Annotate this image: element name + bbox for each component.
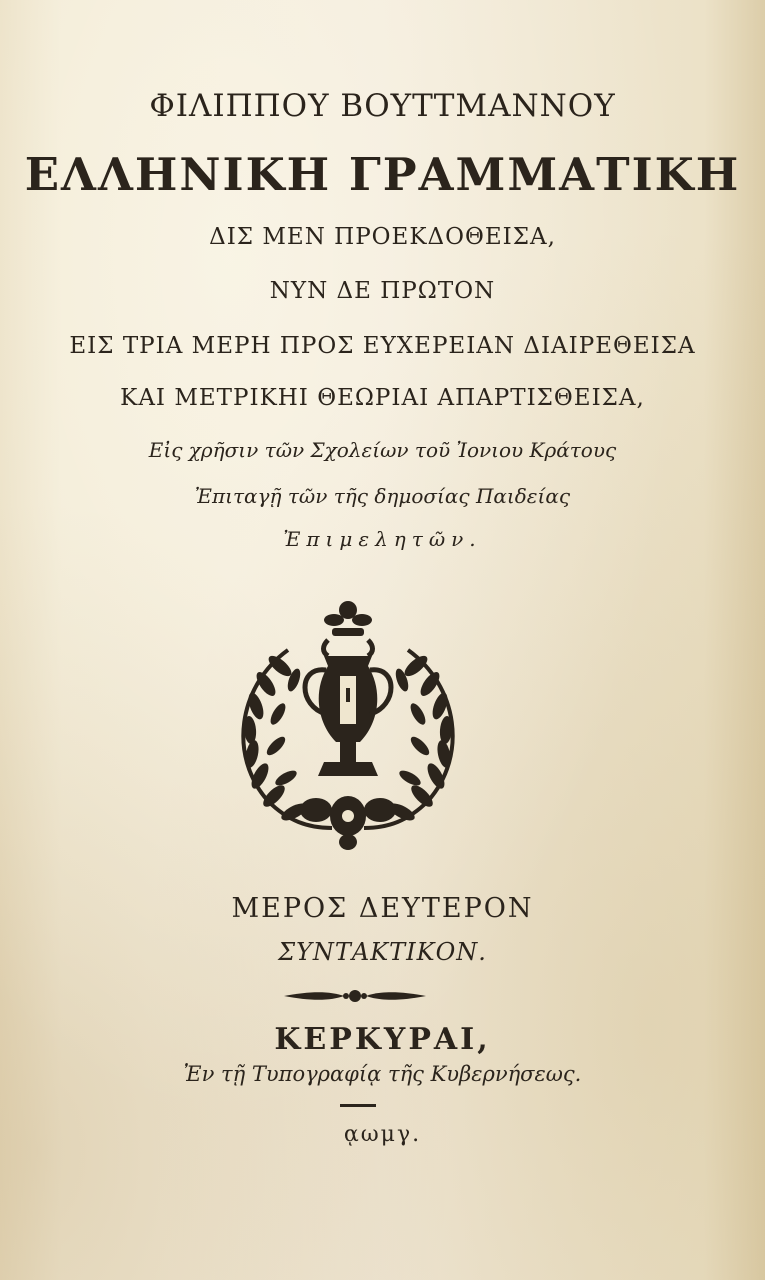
title-line-2: ΝΥΝ ΔΕ ΠΡΩΤΟΝ: [269, 278, 496, 304]
dedication-line-2: Ἐπιταγῇ τῶν τῆς δημοσίας Παιδείας: [194, 484, 571, 508]
author-name: ΦΙΛΙΠΠΟΥ ΒΟΥΤΤΜΑΝΝΟΥ: [149, 88, 616, 124]
book-title: ΕΛΛΗΝΙΚΗ ΓΡΑΜΜΑΤΙΚΗ: [24, 148, 741, 201]
imprint-place: ΚΕΡΚΥΡΑΙ,: [274, 1022, 491, 1057]
part-subtitle: ΣΥΝΤΑΚΤΙΚΟΝ.: [278, 938, 487, 966]
short-rule: [340, 1104, 376, 1107]
dedication-line-1: Εἰς χρῆσιν τῶν Σχολείων τοῦ Ἰονιου Κράτους: [148, 438, 617, 462]
ornamental-rule-icon: [280, 985, 430, 1007]
urn-laurel-wreath-icon: [228, 596, 468, 852]
title-line-4: ΚΑΙ ΜΕΤΡΙΚΗΙ ΘΕΩΡΙΑΙ ΑΠΑΡΤΙΣΘΕΙΣΑ,: [120, 385, 645, 411]
title-line-1: ΔΙΣ ΜΕΝ ΠΡΟΕΚΔΟΘΕΙΣΑ,: [209, 224, 556, 250]
imprint-printer: Ἐν τῇ Τυπογραφίᾳ τῆς Κυβερνήσεως.: [183, 1062, 582, 1086]
title-line-3: ΕΙΣ ΤΡΙΑ ΜΕΡΗ ΠΡΟΣ ΕΥΧΕΡΕΙΑΝ ΔΙΑΙΡΕΘΕΙΣΑ: [69, 333, 696, 359]
dedication-line-3: Ἐπιμελητῶν.: [283, 527, 482, 551]
part-heading: ΜΕΡΟΣ ΔΕΥΤΕΡΟΝ: [231, 893, 534, 924]
imprint-year: ᾳωμγ.: [343, 1122, 422, 1147]
